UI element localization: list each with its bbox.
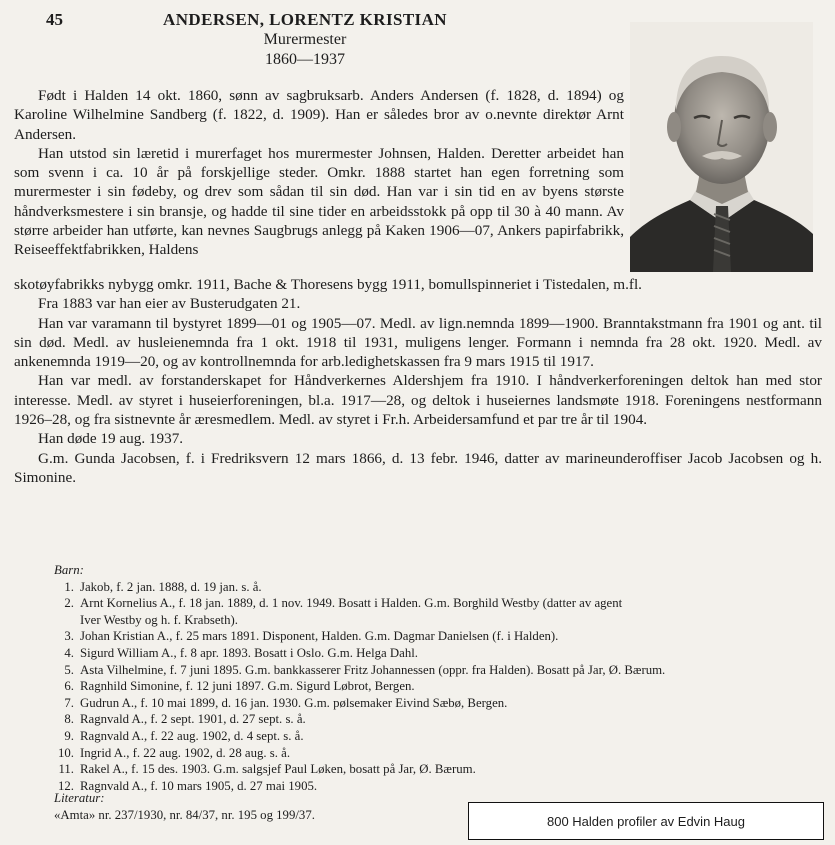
page-number: 45 bbox=[46, 10, 63, 29]
list-item: 10. Ingrid A., f. 22 aug. 1902, d. 28 aug. s. å. bbox=[58, 745, 291, 760]
biography-narrow-column bbox=[14, 86, 624, 260]
paragraph-civic-roles: Han var varamann til bystyret 1899—01 og 1905—07. Medl. av lign.nemnda 1899—1900. Branntakstmann fra 1901 og ant. til sin død. Medl. av husleienemnda fra 1 okt. 1918 til 1931, muligens lenger. Formann i nemnda fra 28 okt. 1920. Medl. av ankenemnda 1919—20, og av kontrollnemnda for arb.ledighetskassen fra 9 mars 1915 til 1917. bbox=[14, 314, 822, 371]
list-item: 8. Ragnvald A., f. 2 sept. 1901, d. 27 sept. s. å. bbox=[64, 712, 306, 727]
literature-references: «Amta» nr. 237/1930, nr. 84/37, nr. 195 og 199/37. bbox=[54, 807, 315, 822]
list-item: 7. Gudrun A., f. 10 mai 1899, d. 16 jan. 1930. G.m. pølsemaker Eivind Sæbø, Bergen. bbox=[64, 695, 508, 710]
paragraph-career-continued: skotøyfabrikks nybygg omkr. 1911, Bache & Thoresens bygg 1911, bomullspinneriet i Tistedalen, m.fl. bbox=[14, 276, 642, 293]
entry-heading bbox=[150, 10, 460, 70]
list-item: 9. Ragnvald A., f. 22 aug. 1902, d. 4 sept. s. å. bbox=[64, 728, 304, 743]
children-label: Barn: bbox=[54, 563, 84, 577]
person-occupation: Murermester bbox=[263, 31, 347, 48]
person-name: ANDERSEN, LORENTZ KRISTIAN bbox=[163, 10, 447, 29]
paragraph-associations: Han var medl. av forstanderskapet for Håndverkernes Aldershjem fra 1910. I håndverkerforeningen deltok han med stor interesse. Medl. av styret i huseierforeningen, bl.a. 1917—28, og deltok i huseiernes landsmøte 1918. Foreningens nestformann 1926–28, og fra sistnevnte år æresmedlem. Medl. av styret i Fr.h. Arbeidersamfund et par tre år til 1904. bbox=[14, 372, 822, 429]
list-item: 4. Sigurd William A., f. 8 apr. 1893. Bosatt i Oslo. G.m. Helga Dahl. bbox=[64, 645, 418, 660]
list-item: 1. Jakob, f. 2 jan. 1888, d. 19 jan. s. å. bbox=[64, 579, 262, 594]
list-item: 11. Rakel A., f. 15 des. 1903. G.m. salgsjef Paul Løken, bosatt på Jar, Ø. Bærum. bbox=[58, 762, 476, 777]
person-years: 1860—1937 bbox=[265, 51, 345, 68]
list-item: 5. Asta Vilhelmine, f. 7 juni 1895. G.m. bankkasserer Fritz Johannessen (oppr. fra Halden). Bosatt på Jar, Ø. Bærum. bbox=[64, 662, 666, 677]
children-list bbox=[54, 562, 814, 794]
portrait-photo bbox=[630, 22, 813, 272]
literature-section bbox=[54, 790, 315, 823]
paragraph-career: Han utstod sin læretid i murerfaget hos murermester Johnsen, Halden. Deretter arbeidet han som svenn i ca. 10 år på forskjellige steder. Omkr. 1888 startet han egen forretning som murermester i sin fødeby, og drev som sådan til sin død. Han var i sin tid en av byens største håndverksmestere i sin bransje, og hadde til sine tider en arbeidsstokk på opp til 30 à 40 mann. Av større arbeider han utførte, kan nevnes Saugbrugs anlegg på Kaken 1906—07, Ankers papirfabrikk, Reiseeffektfabrikken, Haldens bbox=[14, 144, 624, 259]
biography-wide-column bbox=[14, 275, 822, 487]
source-caption bbox=[468, 802, 824, 840]
source-caption-text: 800 Halden profiler av Edvin Haug bbox=[546, 813, 745, 829]
list-item-continuation: Iver Westby og h. f. Krabseth). bbox=[80, 612, 238, 627]
literature-label: Literatur: bbox=[54, 791, 105, 805]
paragraph-marriage: G.m. Gunda Jacobsen, f. i Fredriksvern 12 mars 1866, d. 13 febr. 1946, datter av marineunderoffiser Jacob Jacobsen og h. Simonine. bbox=[14, 449, 822, 486]
paragraph-property: Fra 1883 var han eier av Busterudgaten 21. bbox=[38, 295, 301, 313]
list-item: 6. Ragnhild Simonine, f. 12 juni 1897. G.m. Sigurd Løbrot, Bergen. bbox=[64, 679, 415, 694]
paragraph-birth: Født i Halden 14 okt. 1860, sønn av sagbruksarb. Anders Andersen (f. 1828, d. 1894) og Karoline Wilhelmine Sandberg (f. 1822, d. 1909). Han er således bror av o.nevnte direktør Arnt Andersen. bbox=[14, 87, 624, 143]
list-item: 2. Arnt Kornelius A., f. 18 jan. 1889, d. 1 nov. 1949. Bosatt i Halden. G.m. Borghild Westby (datter av agent bbox=[64, 596, 623, 611]
list-item: 3. Johan Kristian A., f. 25 mars 1891. Disponent, Halden. G.m. Dagmar Danielsen (f. i Halden). bbox=[64, 629, 559, 644]
list-item: 12. Ragnvald A., f. 10 mars 1905, d. 27 mai 1905. bbox=[58, 778, 318, 793]
paragraph-death: Han døde 19 aug. 1937. bbox=[38, 430, 184, 448]
